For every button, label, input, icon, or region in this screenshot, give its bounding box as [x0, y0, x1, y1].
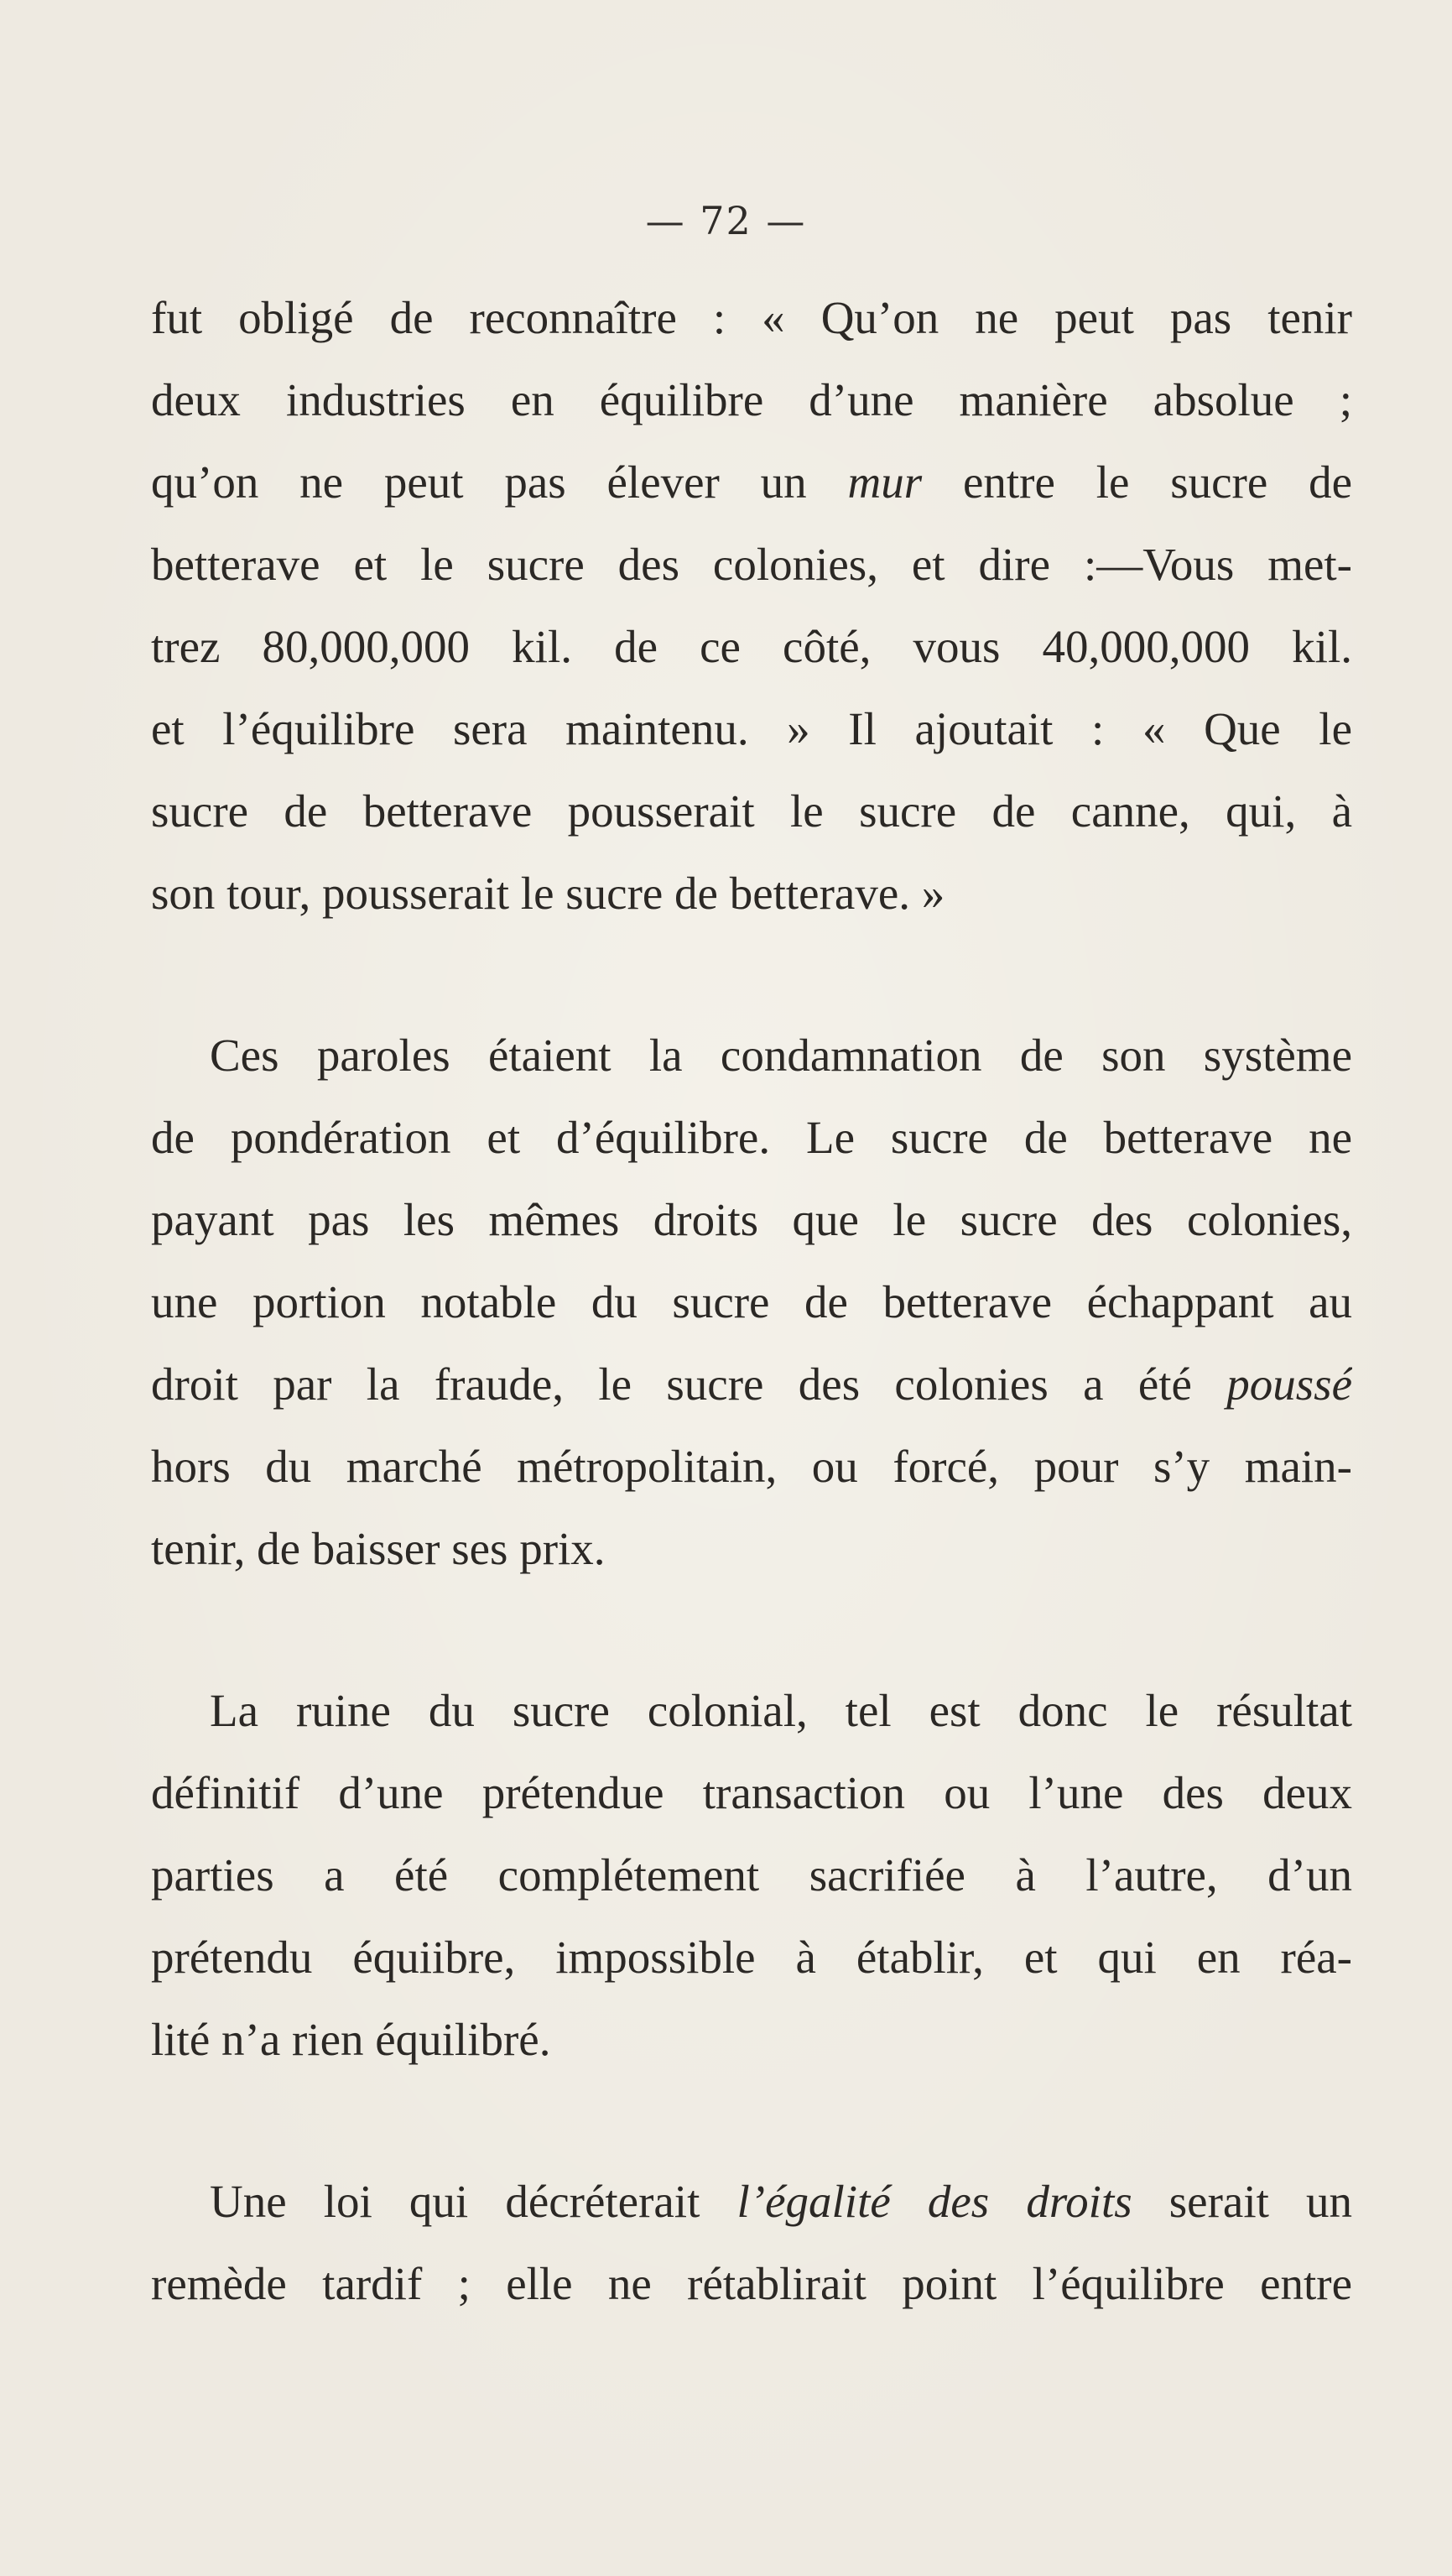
page-number: — 72 —: [645, 198, 807, 243]
emphasis: mur: [847, 456, 923, 508]
paragraph: [151, 1014, 1352, 1590]
emphasis: l’égalité des droits: [736, 2176, 1132, 2227]
text-line: fut obligé de reconnaître : « Qu’on ne peut pas tenir: [151, 292, 1352, 343]
text-line: lité n’a rien équilibré.: [151, 2014, 551, 2065]
text-line: prétendu équiibre, impossible à établir, et qui en réa-: [151, 1932, 1352, 1983]
text-line: définitif d’une prétendue transaction ou l’une des deux: [151, 1767, 1352, 1818]
body-text: [151, 277, 1352, 2325]
text-line: Une loi qui décréterait l’égalité des droits serait un: [210, 2176, 1352, 2227]
text-line: remède tardif ; elle ne rétablirait point l’équilibre entre: [151, 2258, 1352, 2309]
text-line: hors du marché métropolitain, ou forcé, pour s’y main-: [151, 1441, 1352, 1492]
text-line: qu’on ne peut pas élever un mur entre le sucre de: [151, 456, 1352, 508]
text-line: une portion notable du sucre de betterave échappant au: [151, 1276, 1352, 1327]
text-line: droit par la fraude, le sucre des colonies a été poussé: [151, 1358, 1352, 1410]
text-line: parties a été complétement sacrifiée à l’autre, d’un: [151, 1849, 1352, 1901]
paragraph: [151, 277, 1352, 935]
text-line: de pondération et d’équilibre. Le sucre de betterave ne: [151, 1112, 1352, 1163]
text-line: payant pas les mêmes droits que le sucre des colonies,: [151, 1194, 1352, 1245]
paragraph-gap: [151, 2081, 1352, 2161]
text-line: betterave et le sucre des colonies, et dire :—Vous met-: [151, 539, 1352, 590]
text-line: sucre de betterave pousserait le sucre de canne, qui, à: [151, 785, 1352, 837]
text-line: deux industries en équilibre d’une manière absolue ;: [151, 374, 1352, 425]
paragraph-gap: [151, 935, 1352, 1014]
text-line: et l’équilibre sera maintenu. » Il ajoutait : « Que le: [151, 703, 1352, 754]
text-line: tenir, de baisser ses prix.: [151, 1523, 606, 1574]
text-line: La ruine du sucre colonial, tel est donc le résultat: [210, 1685, 1352, 1736]
text-line: Ces paroles étaient la condamnation de son système: [210, 1030, 1352, 1081]
text-line: trez 80,000,000 kil. de ce côté, vous 40,000,000 kil.: [151, 621, 1352, 672]
paragraph: [151, 1670, 1352, 2081]
paragraph: [151, 2161, 1352, 2325]
emphasis: poussé: [1226, 1358, 1352, 1410]
paragraph-gap: [151, 1590, 1352, 1670]
text-line: son tour, pousserait le sucre de betterave. »: [151, 868, 945, 919]
